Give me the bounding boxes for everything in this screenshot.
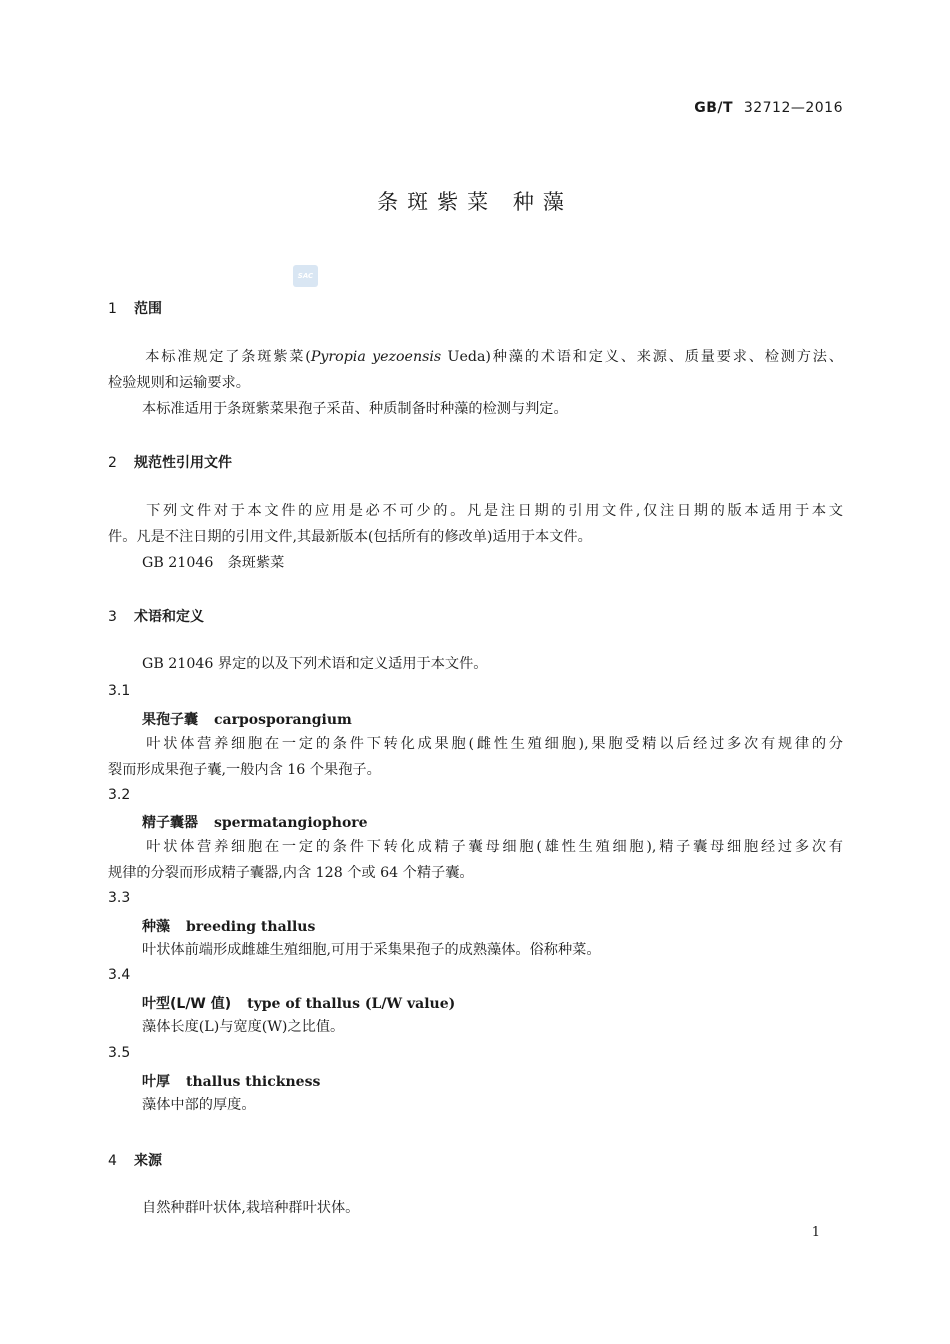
term-entry: 种藻 breeding thallus xyxy=(142,919,316,935)
section-1-paragraph-1-line-2: 检验规则和运输要求。 xyxy=(108,375,250,391)
section-2-paragraph-line-2: 件。凡是不注日期的引用文件,其最新版本(包括所有的修改单)适用于本文件。 xyxy=(108,529,592,545)
section-3-intro: GB 21046 界定的以及下列术语和定义适用于本文件。 xyxy=(142,656,488,672)
section-1-paragraph-1-line-1: 本标准规定了条斑紫菜(Pyropia yezoensis Ueda)种藻的术语和定义、来源、质量要求、检测方法、 xyxy=(143,349,843,365)
document-title: 条斑紫菜 种藻 xyxy=(377,190,573,214)
section-1-paragraph-2: 本标准适用于条斑紫菜果孢子采苗、种质制备时种藻的检测与判定。 xyxy=(142,401,568,417)
term-definition: 藻体中部的厚度。 xyxy=(142,1097,256,1113)
term-entry: 叶型(L/W 值) type of thallus (L/W value) xyxy=(142,996,456,1012)
term-definition-line-1: 叶状体营养细胞在一定的条件下转化成果胞(雌性生殖细胞),果胞受精以后经过多次有规律的分 xyxy=(143,736,843,752)
section-1-heading: 1 范围 xyxy=(108,301,162,317)
normative-reference: GB 21046 条斑紫菜 xyxy=(142,555,285,571)
section-2-heading: 2 规范性引用文件 xyxy=(108,455,232,471)
clause-number: 3.4 xyxy=(108,967,131,983)
section-2-paragraph-line-1: 下列文件对于本文件的应用是必不可少的。凡是注日期的引用文件,仅注日期的版本适用于本文 xyxy=(143,503,843,519)
standard-number: GB/T 32712—2016 xyxy=(694,100,843,116)
page-number: 1 xyxy=(811,1225,820,1240)
term-entry: 精子囊器 spermatangiophore xyxy=(142,815,368,831)
clause-number: 3.1 xyxy=(108,683,131,699)
term-definition-line-1: 叶状体营养细胞在一定的条件下转化成精子囊母细胞(雄性生殖细胞),精子囊母细胞经过多次有 xyxy=(143,839,843,855)
clause-number: 3.2 xyxy=(108,787,131,803)
term-definition-line-2: 裂而形成果孢子囊,一般内含 16 个果孢子。 xyxy=(108,762,381,778)
sac-watermark-logo: SAC xyxy=(293,265,318,287)
term-entry: 叶厚 thallus thickness xyxy=(142,1074,321,1090)
clause-number: 3.5 xyxy=(108,1045,131,1061)
term-definition-line-2: 规律的分裂而形成精子囊器,内含 128 个或 64 个精子囊。 xyxy=(108,865,474,881)
term-entry: 果孢子囊 carposporangium xyxy=(142,712,352,728)
section-4-paragraph: 自然种群叶状体,栽培种群叶状体。 xyxy=(142,1200,360,1216)
term-definition: 藻体长度(L)与宽度(W)之比值。 xyxy=(142,1019,345,1035)
clause-number: 3.3 xyxy=(108,890,131,906)
section-4-heading: 4 来源 xyxy=(108,1153,162,1169)
section-3-heading: 3 术语和定义 xyxy=(108,609,204,625)
term-definition: 叶状体前端形成雌雄生殖细胞,可用于采集果孢子的成熟藻体。俗称种菜。 xyxy=(142,942,601,958)
